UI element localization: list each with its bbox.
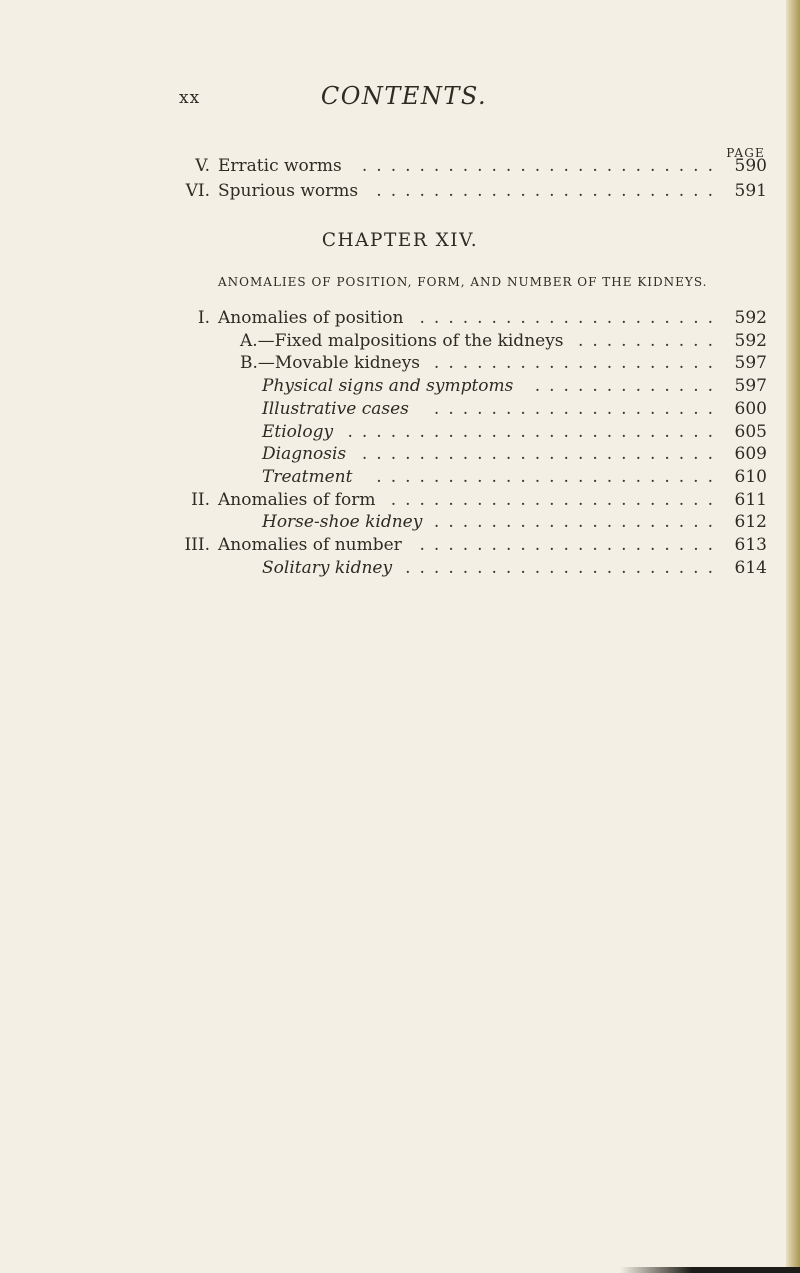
toc-entry-title: A.—Fixed malpositions of the kidneys (240, 330, 564, 351)
toc-leader-dots: ......................... (361, 444, 722, 465)
chapter-title: CHAPTER XIV. (321, 230, 479, 251)
toc-entry-title: Illustrative cases (262, 398, 409, 419)
page-header (0, 82, 800, 112)
toc-entry-page: 592 (734, 308, 767, 328)
toc-leader-dots: ..................... (419, 308, 722, 328)
running-title: CONTENTS. (320, 82, 488, 110)
toc-leader-dots: ....................... (390, 489, 722, 510)
toc-leader-dots: ............. (534, 376, 722, 397)
toc-entry-title: B.—Movable kidneys (240, 353, 421, 374)
toc-entry-page: 614 (734, 557, 767, 578)
toc-leader-dots: ...................... (405, 557, 722, 578)
page-folio: xx (179, 88, 201, 108)
page-bottom-edge (620, 1267, 800, 1273)
toc-leader-dots: ........................ (376, 181, 722, 201)
toc-entry-page: 592 (734, 330, 767, 351)
toc-entry-page: 609 (734, 444, 767, 465)
toc-entry (0, 489, 800, 511)
toc-entry (0, 307, 800, 329)
toc-leader-dots: .......................... (347, 421, 722, 442)
toc-entry (0, 466, 800, 488)
toc-leader-dots: .................... (433, 353, 722, 374)
toc-entry-title: Horse-shoe kidney (262, 512, 423, 533)
toc-leader-dots: ........................ (376, 466, 722, 487)
toc-entry-number: V. (195, 156, 210, 176)
toc-entry-title: Anomalies of position (218, 308, 404, 328)
toc-entry-page: 613 (734, 535, 767, 555)
toc-leader-dots: .................... (433, 398, 722, 419)
toc-entry-page: 612 (734, 512, 767, 533)
toc-leader-dots: .......... (577, 330, 722, 351)
toc-entry (0, 398, 800, 420)
toc-entry-page: 590 (734, 156, 767, 176)
toc-entry (0, 511, 800, 533)
toc-entry-number: I. (197, 308, 210, 328)
toc-entry-page: 605 (734, 421, 767, 442)
toc-entry (0, 443, 800, 465)
toc-entry-number: III. (184, 535, 210, 555)
toc-entry-number: II. (191, 489, 210, 510)
toc-entry-title: Anomalies of form (218, 489, 376, 510)
toc-entry (0, 155, 800, 177)
toc-entry-title: Solitary kidney (262, 557, 393, 578)
toc-entry-title: Diagnosis (262, 444, 347, 465)
toc-entry (0, 180, 800, 202)
toc-entry (0, 557, 800, 579)
toc-entry-title: Spurious worms (218, 181, 359, 201)
toc-entry (0, 375, 800, 397)
toc-entry-page: 591 (734, 181, 767, 201)
toc-entry (0, 421, 800, 443)
toc-entry-title: Erratic worms (218, 156, 342, 176)
toc-leader-dots: .................... (433, 512, 722, 533)
chapter-subtitle: ANOMALIES OF POSITION, FORM, AND NUMBER OF THE KIDNEYS. (218, 275, 708, 289)
toc-entry-title: Treatment (262, 466, 353, 487)
toc-entry-title: Physical signs and symptoms (262, 376, 514, 397)
toc-entry-title: Anomalies of number (218, 535, 402, 555)
page-column-label: PAGE (726, 146, 765, 160)
toc-entry (0, 534, 800, 556)
toc-entry-page: 600 (734, 398, 767, 419)
toc-entry (0, 352, 800, 374)
toc-entry (0, 330, 800, 352)
toc-entry-page: 597 (734, 376, 767, 397)
toc-entry-page: 597 (734, 353, 767, 374)
toc-leader-dots: ..................... (419, 535, 722, 555)
toc-leader-dots: ......................... (361, 156, 722, 176)
toc-entry-number: VI. (185, 181, 210, 201)
toc-entry-title: Etiology (262, 421, 334, 442)
toc-entry-page: 610 (734, 466, 767, 487)
toc-entry-page: 611 (734, 489, 767, 510)
